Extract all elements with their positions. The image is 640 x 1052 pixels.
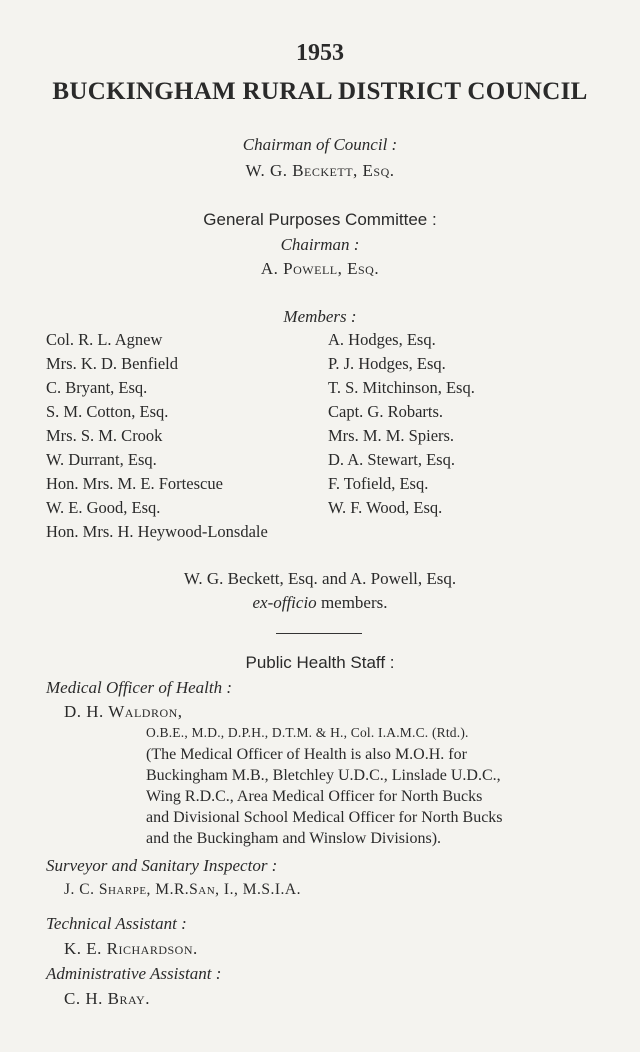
moh-note-line: and Divisional School Medical Officer for North Bucks <box>146 809 503 826</box>
section-divider <box>276 633 362 634</box>
gp-chairman-name: A. Powell, Esq. <box>260 259 380 278</box>
moh-note-line: Wing R.D.C., Area Medical Officer for North Bucks <box>146 788 483 805</box>
moh-qualifications: O.B.E., M.D., D.P.H., D.T.M. & H., Col. I.A.M.C. (Rtd.). <box>146 725 469 740</box>
administrative-assistant-title: Administrative Assistant : <box>46 964 222 983</box>
general-purposes-heading: General Purposes Committee : <box>203 210 437 229</box>
gp-chairman-title: Chairman : <box>280 235 360 254</box>
document-year: 1953 <box>296 40 344 66</box>
moh-note-line: and the Buckingham and Winslow Divisions). <box>146 830 442 847</box>
member-right: D. A. Stewart, Esq. <box>328 450 455 469</box>
member-left: Mrs. K. D. Benfield <box>46 354 178 373</box>
member-left: S. M. Cotton, Esq. <box>46 402 169 421</box>
chairman-of-council-name: W. G. Beckett, Esq. <box>245 161 395 180</box>
technical-assistant-title: Technical Assistant : <box>46 914 187 933</box>
member-right: P. J. Hodges, Esq. <box>328 354 446 373</box>
ex-officio-label: ex-officio <box>252 593 317 612</box>
member-right: F. Tofield, Esq. <box>328 474 429 493</box>
gp-members-title: Members : <box>283 307 357 326</box>
moh-note-line: Buckingham M.B., Bletchley U.D.C., Linslade U.D.C., <box>146 767 501 784</box>
ex-officio-suffix: members. <box>316 593 388 612</box>
member-left: Mrs. S. M. Crook <box>46 426 163 445</box>
member-left: W. E. Good, Esq. <box>46 498 161 517</box>
administrative-assistant-name: C. H. Bray. <box>64 989 150 1008</box>
member-right: Capt. G. Robarts. <box>328 402 444 421</box>
surveyor-title: Surveyor and Sanitary Inspector : <box>46 856 278 875</box>
chairman-of-council-title: Chairman of Council : <box>242 135 398 154</box>
council-title: BUCKINGHAM RURAL DISTRICT COUNCIL <box>52 78 588 105</box>
member-left: Col. R. L. Agnew <box>46 330 163 349</box>
moh-name: D. H. Waldron, <box>64 702 183 721</box>
surveyor-name: J. C. Sharpe, M.R.San, I., M.S.I.A. <box>64 881 301 898</box>
ex-officio-names: W. G. Beckett, Esq. and A. Powell, Esq. <box>183 569 457 588</box>
member-left: Hon. Mrs. M. E. Fortescue <box>46 474 223 493</box>
member-left: W. Durrant, Esq. <box>46 450 157 469</box>
moh-note-line: (The Medical Officer of Health is also M.O.H. for <box>146 746 467 763</box>
technical-assistant-name: K. E. Richardson. <box>64 939 198 958</box>
public-health-heading: Public Health Staff : <box>245 653 395 672</box>
ex-officio-line <box>0 593 640 613</box>
member-left: C. Bryant, Esq. <box>46 378 148 397</box>
member-left: Hon. Mrs. H. Heywood-Lonsdale <box>46 522 268 541</box>
member-right: T. S. Mitchinson, Esq. <box>328 378 475 397</box>
member-right: Mrs. M. M. Spiers. <box>328 426 455 445</box>
moh-title: Medical Officer of Health : <box>46 678 233 697</box>
member-right: W. F. Wood, Esq. <box>328 498 443 517</box>
member-right: A. Hodges, Esq. <box>328 330 436 349</box>
